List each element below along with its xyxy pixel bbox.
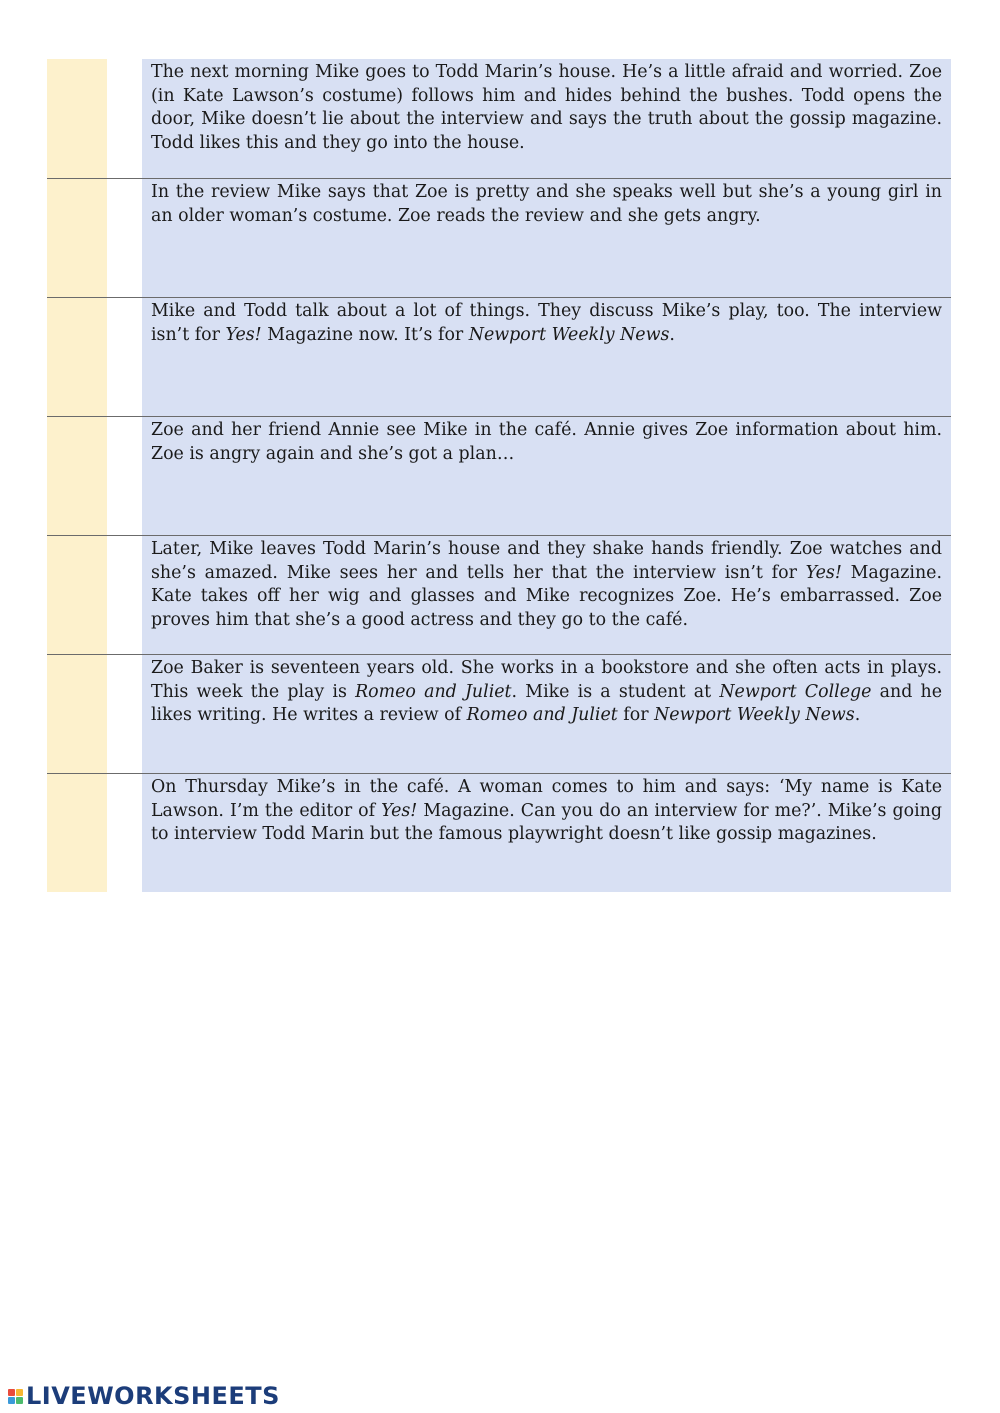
- story-ordering-table: [47, 59, 951, 892]
- story-cell: [142, 59, 951, 178]
- order-answer-box[interactable]: [47, 774, 107, 892]
- story-row: [47, 654, 951, 773]
- story-text: Mike and Todd talk about a lot of things. They discuss Mike’s play, too. The interview isn’t for Yes! Magazine now. It’s for Newport Weekly News.: [151, 301, 942, 345]
- story-text: The next morning Mike goes to Todd Marin’s house. He’s a little afraid and worried. Zoe (in Kate Lawson’s costume) follows him and hides behind the bushes. Todd opens the door, Mike doesn’t lie about the interview and says the truth about the gossip magazine. Todd likes this and they go into the house.: [151, 62, 942, 154]
- logo-block: [8, 1389, 15, 1396]
- italic-title: Romeo and Juliet: [355, 681, 512, 702]
- order-answer-box[interactable]: [47, 59, 107, 178]
- story-row: [47, 297, 951, 416]
- order-answer-box[interactable]: [47, 536, 107, 654]
- story-row: [47, 773, 951, 892]
- story-row: [47, 535, 951, 654]
- italic-title: Romeo and Juliet: [466, 705, 618, 726]
- italic-title: Yes!: [225, 324, 262, 345]
- story-cell: [142, 298, 951, 416]
- italic-title: Newport College: [719, 681, 872, 702]
- story-text: Zoe and her friend Annie see Mike in the café. Annie gives Zoe information about him. Zoe is angry again and she’s got a plan…: [151, 420, 942, 464]
- story-row: [47, 59, 951, 178]
- story-cell: [142, 179, 951, 297]
- order-answer-box[interactable]: [47, 298, 107, 416]
- story-cell: [142, 417, 951, 535]
- story-text: Later, Mike leaves Todd Marin’s house and they shake hands friendly. Zoe watches and she’s amazed. Mike sees her and tells her that the interview isn’t for Yes! Magazine. Kate takes off her wig and glasses and Mike recognizes Zoe. He’s embarrassed. Zoe proves him that she’s a good actress and they go to the café.: [151, 539, 943, 631]
- story-text: On Thursday Mike’s in the café. A woman comes to him and says: ‘My name is Kate Lawson. I’m the editor of Yes! Magazine. Can you do an interview for me?’. Mike’s going to interview Todd Marin but the famous playwright doesn’t like gossip magazines.: [151, 777, 942, 845]
- italic-title: Yes!: [805, 562, 842, 583]
- logo-block: [16, 1397, 23, 1404]
- italic-title: Newport Weekly News: [654, 705, 855, 726]
- order-answer-box[interactable]: [47, 179, 107, 297]
- story-cell: [142, 774, 951, 892]
- order-answer-box[interactable]: [47, 417, 107, 535]
- story-cell: [142, 536, 951, 654]
- order-answer-box[interactable]: [47, 655, 107, 773]
- logo-blocks-icon: [8, 1389, 23, 1404]
- italic-title: Newport Weekly News: [468, 324, 670, 345]
- liveworksheets-logo: [8, 1381, 280, 1411]
- story-row: [47, 416, 951, 535]
- logo-text: LIVEWORKSHEETS: [26, 1382, 280, 1410]
- italic-title: Yes!: [381, 800, 418, 821]
- story-text: In the review Mike says that Zoe is pretty and she speaks well but she’s a young girl in an older woman’s costume. Zoe reads the review and she gets angry.: [151, 182, 942, 226]
- logo-block: [8, 1397, 15, 1404]
- logo-block: [16, 1389, 23, 1396]
- story-row: [47, 178, 951, 297]
- story-text: Zoe Baker is seventeen years old. She works in a bookstore and she often acts in plays. This week the play is Romeo and Juliet. Mike is a student at Newport College and he likes writing. He writes a review of Romeo and Juliet for Newport Weekly News.: [151, 658, 942, 726]
- story-cell: [142, 655, 951, 773]
